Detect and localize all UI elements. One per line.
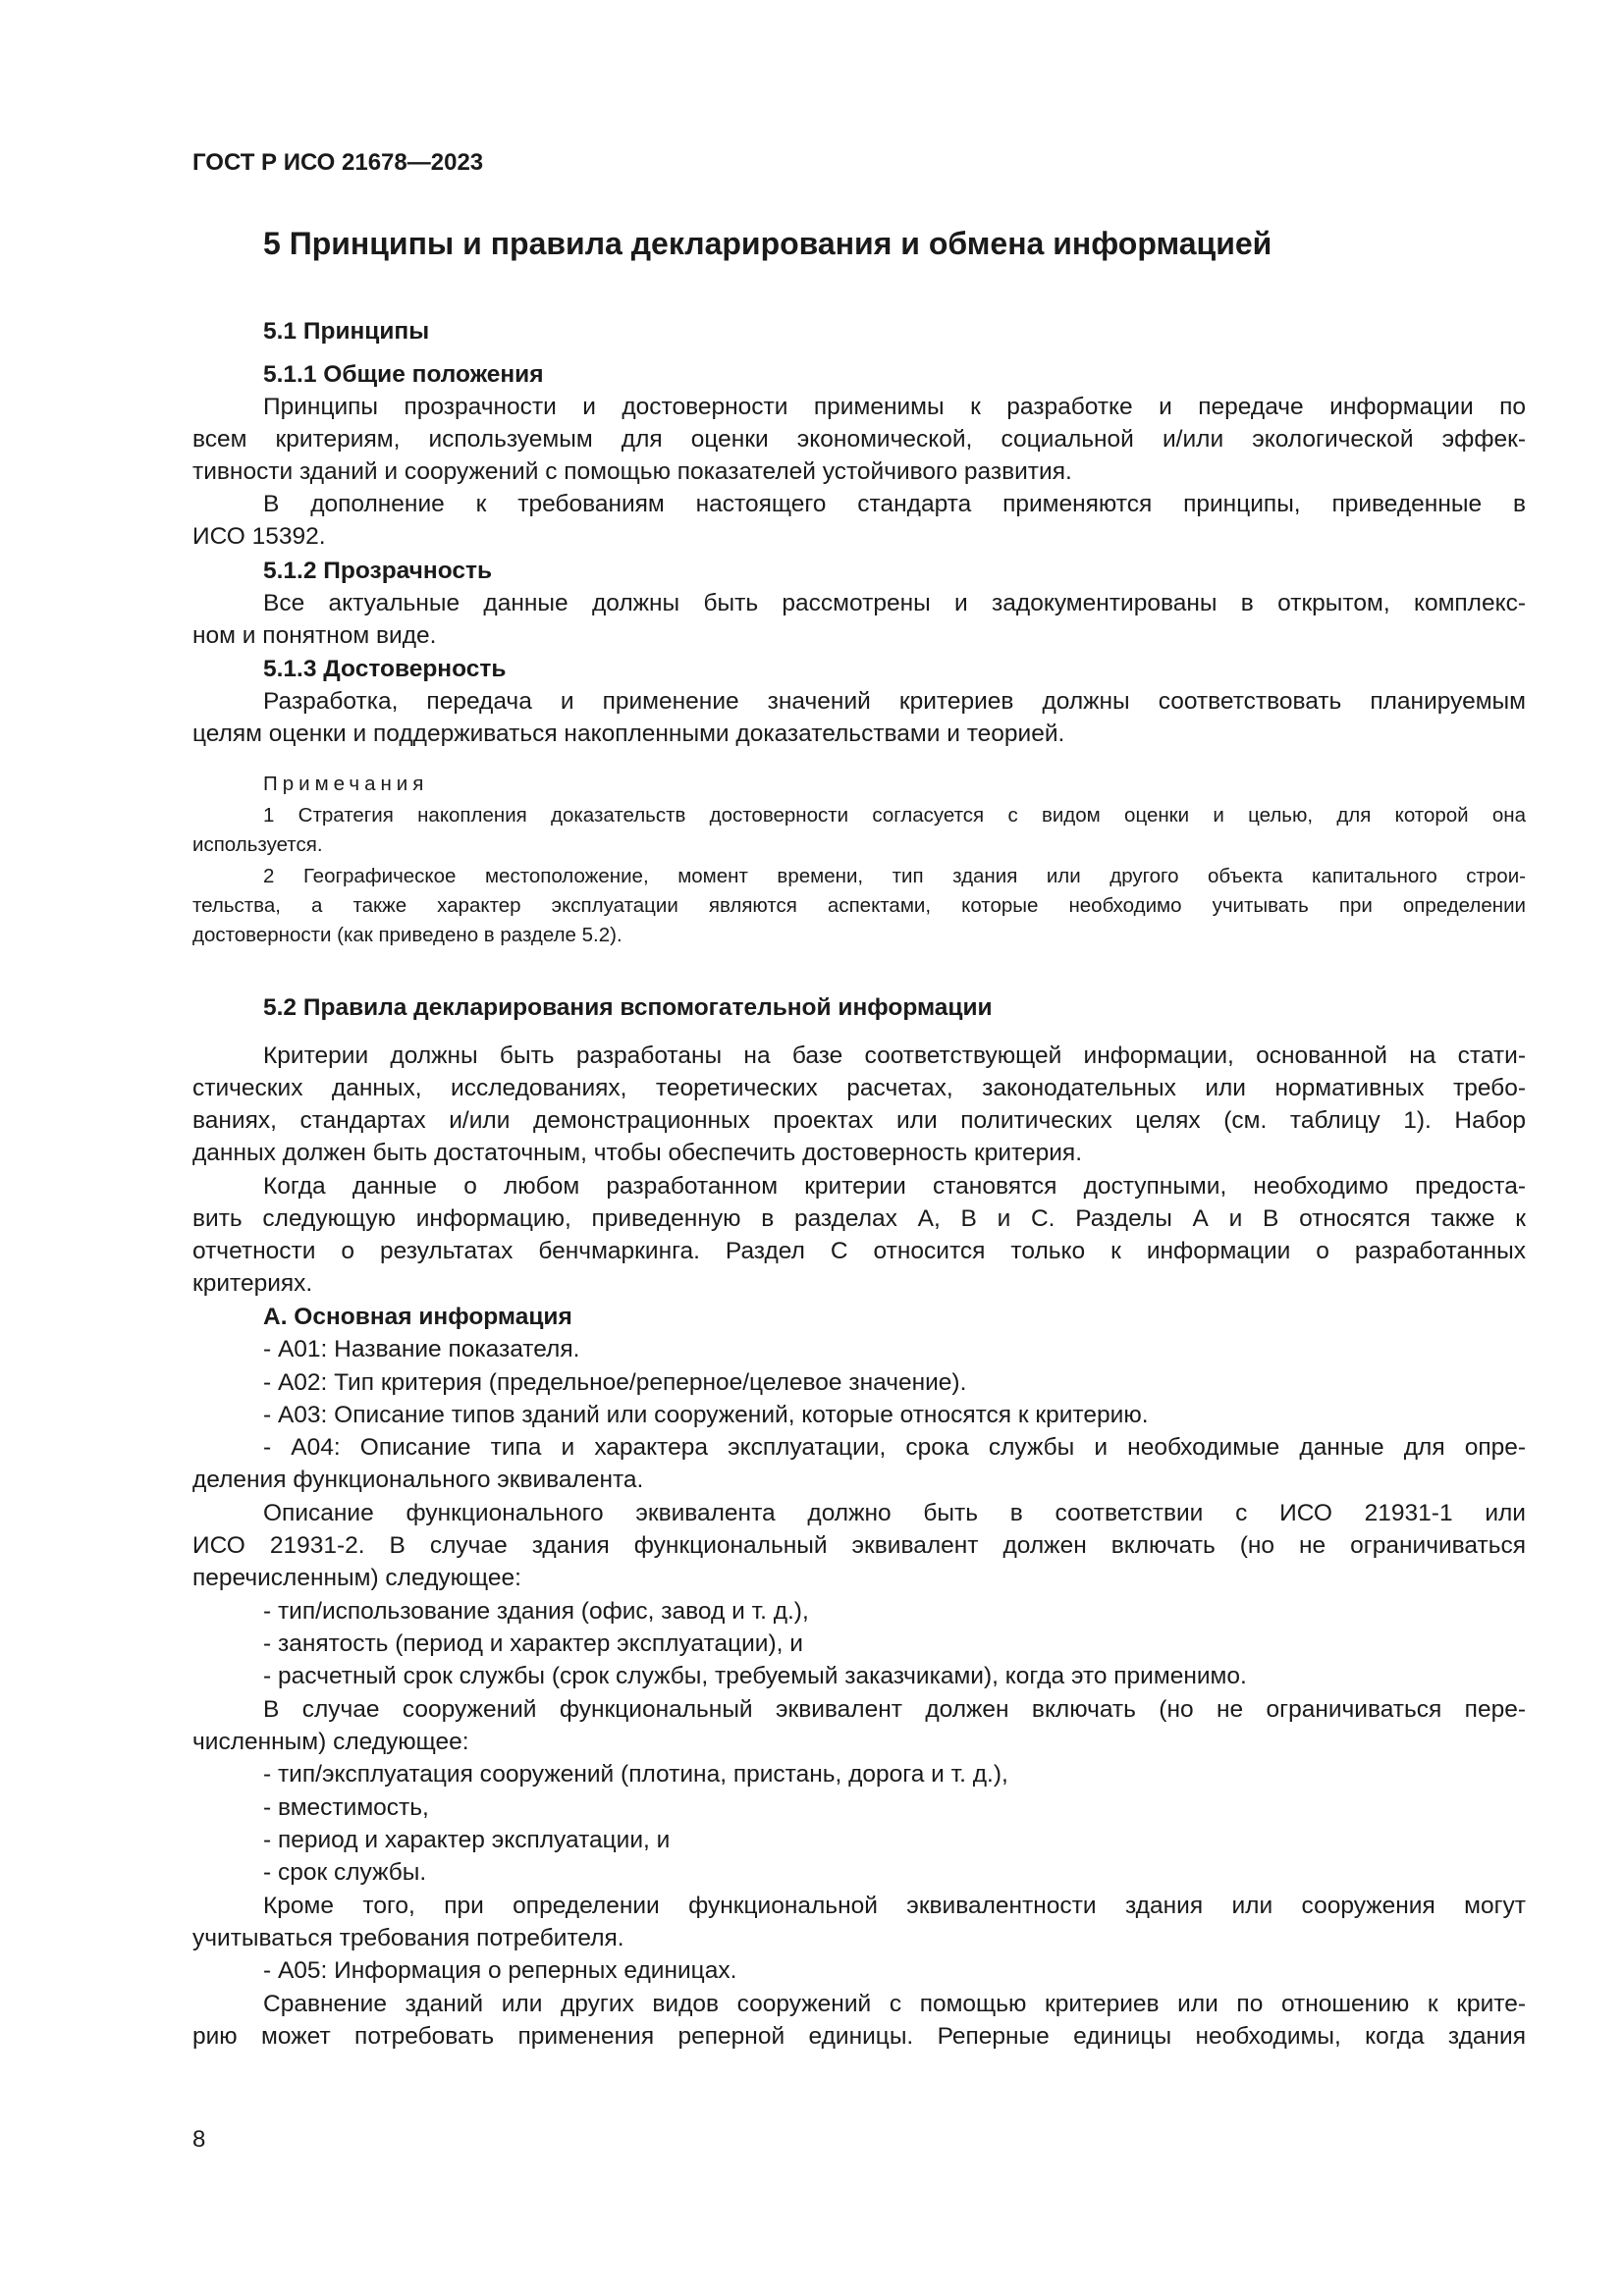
text-line: - А05: Информация о реперных единицах. — [263, 1957, 737, 1984]
text-line: используется. — [192, 833, 323, 856]
text-line: ном и понятном виде. — [192, 622, 437, 649]
text-line: Примечания — [263, 773, 429, 795]
text-line: отчетности о результатах бенчмаркинга. Раздел С относится только к информации о разработанных — [192, 1238, 1526, 1264]
text-line: Принципы прозрачности и достоверности применимы к разработке и передаче информации по — [263, 394, 1526, 420]
text-line: Все актуальные данные должны быть рассмотрены и задокументированы в открытом, комплекс- — [263, 590, 1526, 616]
text-line: - расчетный срок службы (срок службы, требуемый заказчиками), когда это применимо. — [263, 1663, 1247, 1689]
text-line: - А04: Описание типа и характера эксплуатации, срока службы и необходимые данные для опре- — [263, 1434, 1526, 1461]
text-line: критериях. — [192, 1270, 313, 1297]
text-line: Сравнение зданий или других видов сооружений с помощью критериев или по отношению к крите- — [263, 1991, 1526, 2017]
text-line: Разработка, передача и применение значений критериев должны соответствовать планируемым — [263, 688, 1526, 715]
text-line: 1 Стратегия накопления доказательств достоверности согласуется с видом оценки и целью, для которой она — [263, 804, 1526, 827]
text-line: учитываться требования потребителя. — [192, 1925, 624, 1951]
text-line: 2 Географическое местоположение, момент времени, тип здания или другого объекта капитального строи- — [263, 865, 1526, 887]
text-line: Кроме того, при определении функциональной эквивалентности здания или сооружения могут — [263, 1893, 1526, 1919]
text-line: - занятость (период и характер эксплуатации), и — [263, 1630, 803, 1657]
text-line: достоверности (как приведено в разделе 5.2). — [192, 924, 623, 946]
document-code-header: ГОСТ Р ИСО 21678—2023 — [192, 149, 484, 176]
text-line: ИСО 15392. — [192, 523, 326, 550]
text-line: перечисленным) следующее: — [192, 1565, 521, 1591]
page-number: 8 — [192, 2126, 206, 2153]
text-line: всем критериям, используемым для оценки экономической, социальной и/или экологической эффек- — [192, 426, 1526, 453]
text-line: вить следующую информацию, приведенную в разделах А, В и С. Разделы А и В относятся также к — [192, 1205, 1526, 1232]
subsection-heading: 5.2 Правила декларирования вспомогательной информации — [263, 994, 993, 1021]
text-line: В случае сооружений функциональный эквивалент должен включать (но не ограничиваться пере- — [263, 1696, 1526, 1723]
section-title: 5 Принципы и правила декларирования и обмена информацией — [263, 226, 1272, 261]
text-line: - тип/эксплуатация сооружений (плотина, пристань, дорога и т. д.), — [263, 1761, 1008, 1788]
subsection-heading: А. Основная информация — [263, 1304, 572, 1330]
text-line: Когда данные о любом разработанном критерии становятся доступными, необходимо предоста- — [263, 1173, 1526, 1200]
text-line: - А01: Название показателя. — [263, 1336, 580, 1362]
subsection-heading: 5.1 Принципы — [263, 318, 430, 345]
text-line: тивности зданий и сооружений с помощью показателей устойчивого развития. — [192, 458, 1072, 485]
text-line: деления функционального эквивалента. — [192, 1467, 644, 1493]
text-line: данных должен быть достаточным, чтобы обеспечить достоверность критерия. — [192, 1140, 1082, 1166]
text-line: Описание функционального эквивалента должно быть в соответствии с ИСО 21931-1 или — [263, 1500, 1526, 1526]
text-line: ИСО 21931-2. В случае здания функциональный эквивалент должен включать (но не ограничиваться — [192, 1532, 1526, 1559]
text-line: стических данных, исследованиях, теоретических расчетах, законодательных или нормативных требо- — [192, 1075, 1526, 1101]
text-line: - А03: Описание типов зданий или сооружений, которые относятся к критерию. — [263, 1402, 1149, 1428]
text-line: - тип/использование здания (офис, завод и т. д.), — [263, 1598, 809, 1625]
text-line: тельства, а также характер эксплуатации являются аспектами, которые необходимо учитывать при определении — [192, 894, 1526, 917]
text-line: целям оценки и поддерживаться накопленными доказательствами и теорией. — [192, 721, 1065, 747]
text-line: - вместимость, — [263, 1794, 429, 1821]
text-line: численным) следующее: — [192, 1729, 469, 1755]
text-line: В дополнение к требованиям настоящего стандарта применяются принципы, приведенные в — [263, 491, 1526, 517]
text-line: Критерии должны быть разработаны на базе соответствующей информации, основанной на стати- — [263, 1042, 1526, 1069]
subsection-heading: 5.1.2 Прозрачность — [263, 558, 493, 584]
text-line: - период и характер эксплуатации, и — [263, 1827, 671, 1853]
text-line: - срок службы. — [263, 1859, 427, 1886]
text-line: - А02: Тип критерия (предельное/реперное/целевое значение). — [263, 1369, 967, 1396]
text-line: рию может потребовать применения реперной единицы. Реперные единицы необходимы, когда здания — [192, 2023, 1526, 2050]
subsection-heading: 5.1.3 Достоверность — [263, 656, 507, 682]
subsection-heading: 5.1.1 Общие положения — [263, 361, 544, 388]
text-line: ваниях, стандартах и/или демонстрационных проектах или политических целях (см. таблицу 1). Набор — [192, 1107, 1526, 1134]
